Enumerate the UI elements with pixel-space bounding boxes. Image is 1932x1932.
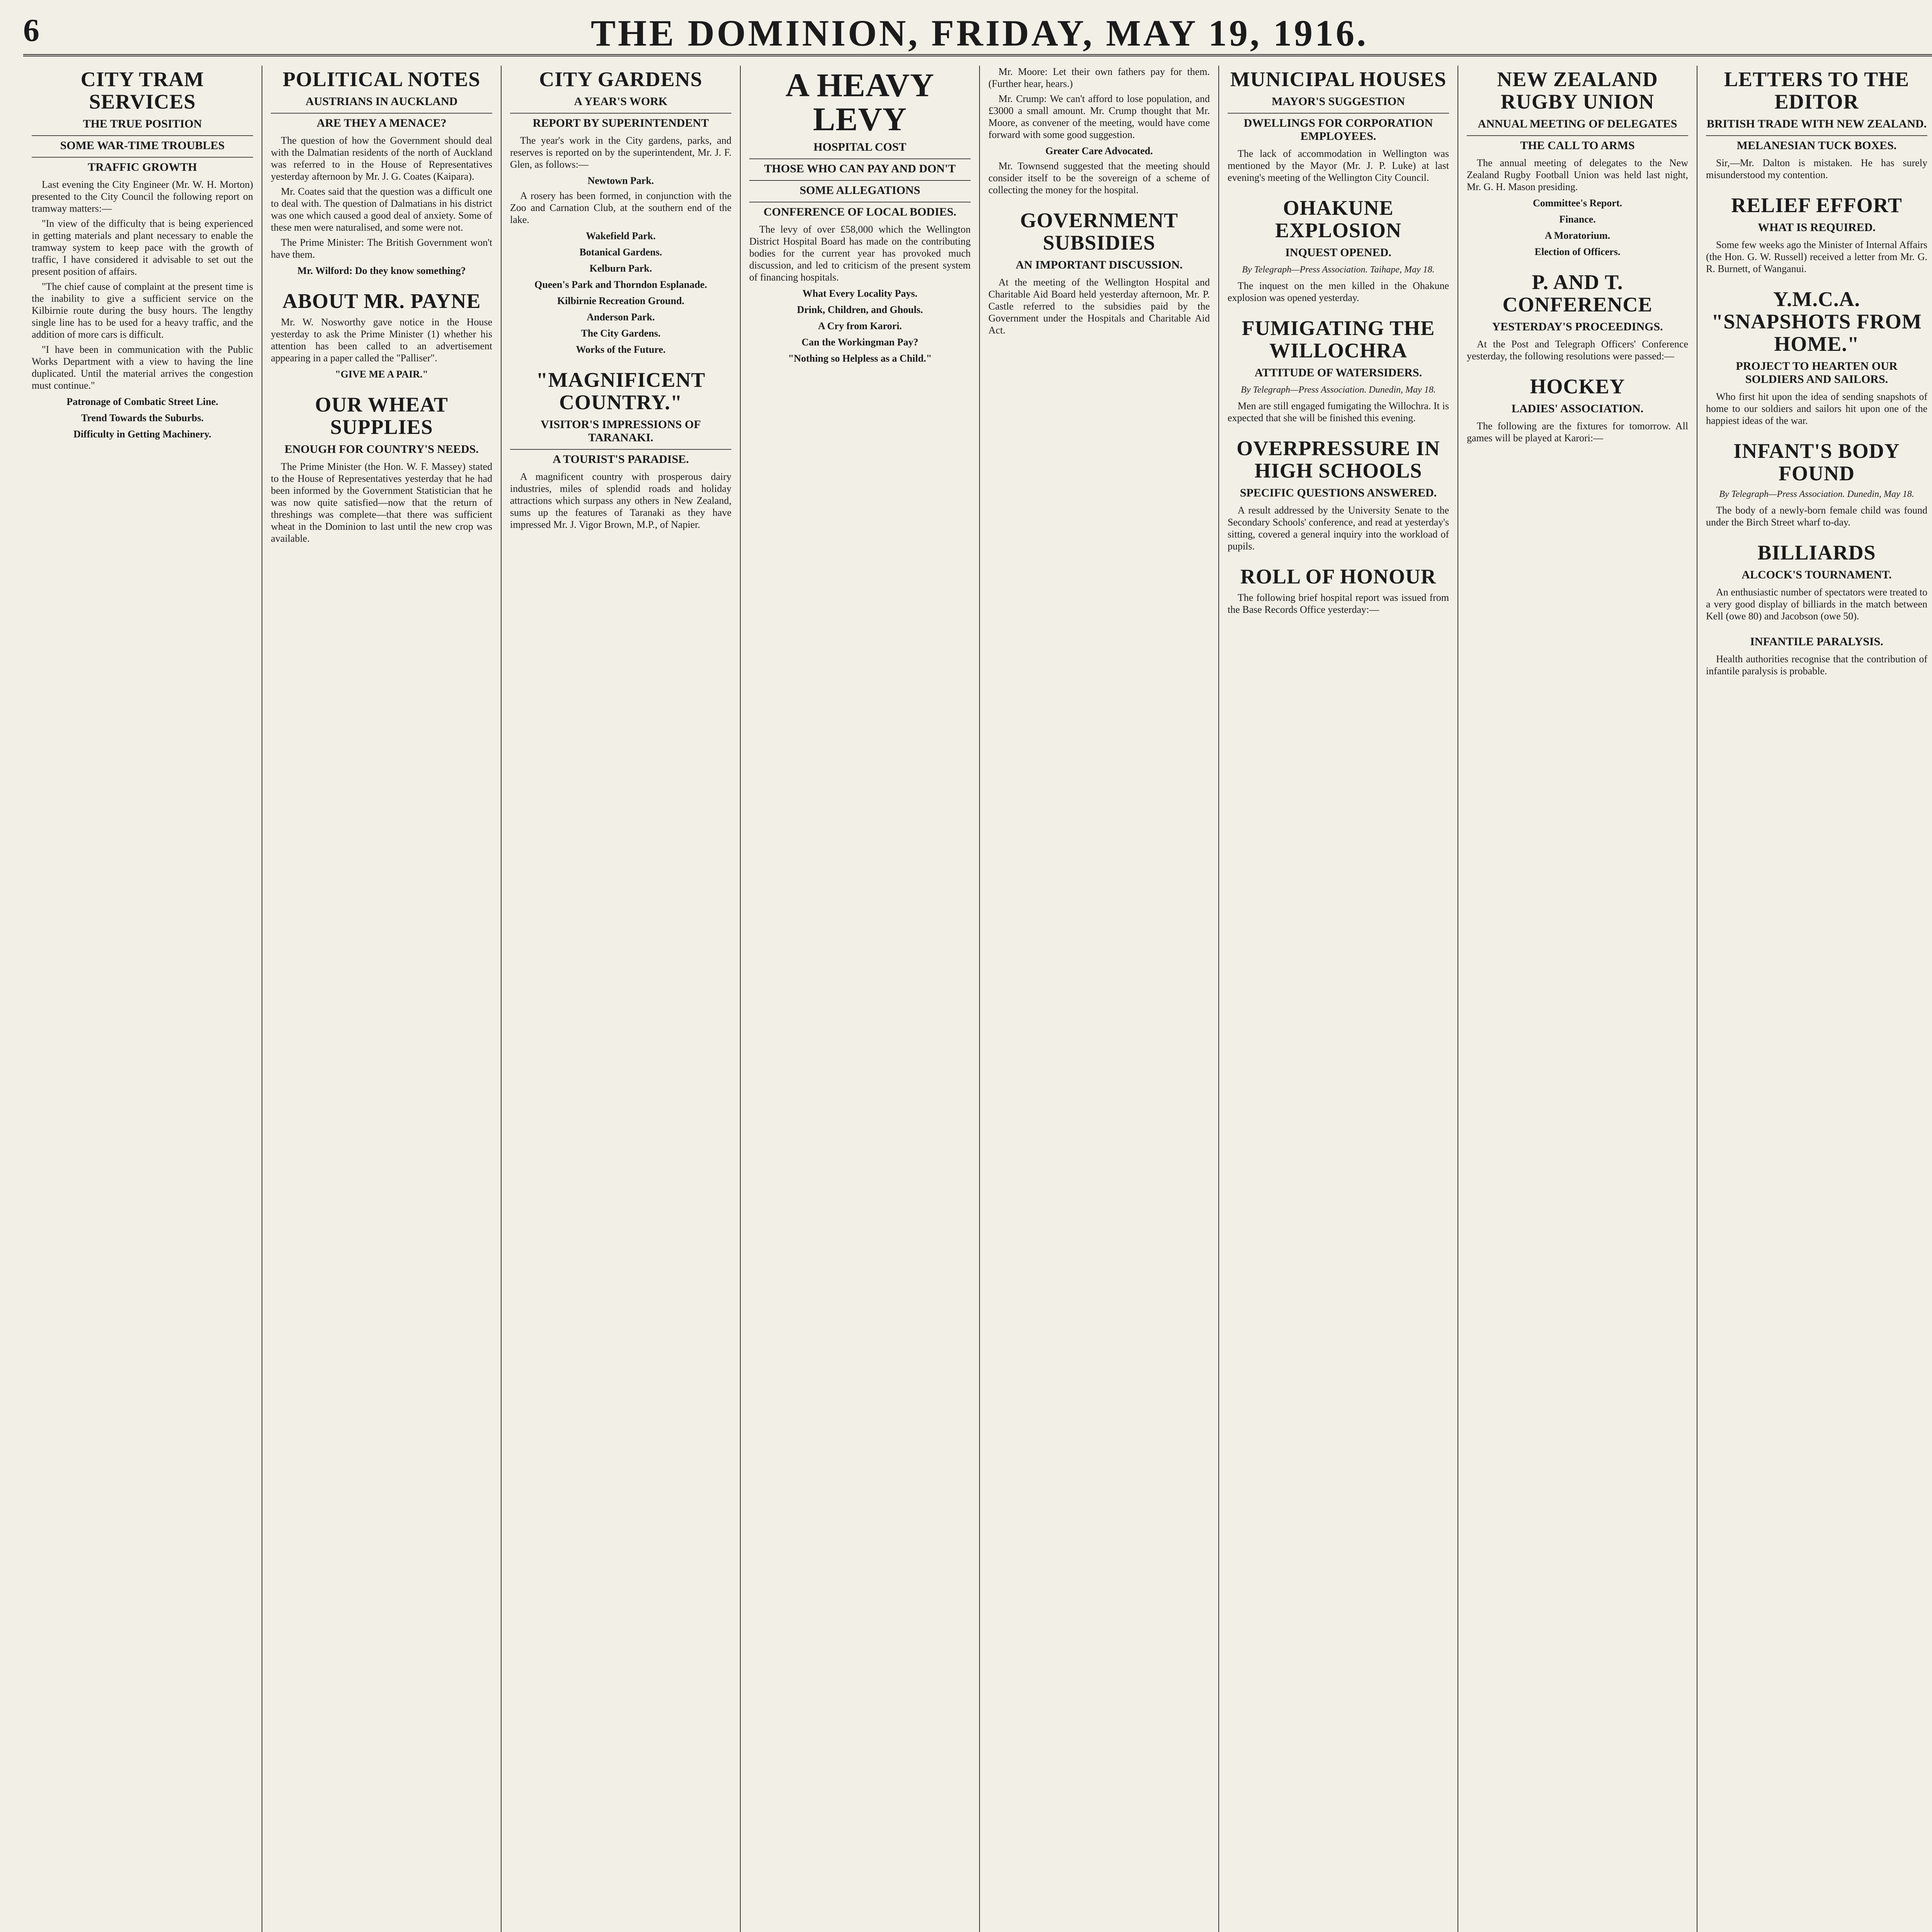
paragraph: A rosery has been formed, in conjunction with the Zoo and Carnation Club, at the southern end of the lake. [510,190,731,225]
article [1706,194,1927,275]
article-subheading: WHAT IS REQUIRED. [1758,221,1876,234]
paragraph: Mr. Coates said that the question was a difficult one to deal with. The question of Dalmatians in his district was one which caused a good deal of anxiety. Some of these men were naturalised, and some were not. [271,186,492,233]
article-subheading: THOSE WHO CAN PAY AND DON'T [749,158,971,175]
article-subheading: ARE THEY A MENACE? [271,113,492,130]
article-subheading: INFANTILE PARALYSIS. [1750,635,1883,648]
masthead [23,8,1932,56]
article-subheading: MAYOR'S SUGGESTION [1272,95,1405,108]
paragraph: The levy of over £58,000 which the Wellington District Hospital Board has made on the contributing bodies for the current year has provoked much discussion, and led to criticism of the present system of financing hospitals. [749,224,971,283]
article [1706,288,1927,427]
article-headline: POLITICAL NOTES [282,68,481,91]
article-headline: OVERPRESSURE IN HIGH SCHOOLS [1236,437,1440,482]
article-headline: ABOUT MR. PAYNE [282,289,481,313]
article [1706,68,1927,181]
article-subheading: LADIES' ASSOCIATION. [1511,402,1644,415]
article-dateline: By Telegraph—Press Association. Dunedin, May 18. [1719,489,1914,499]
article-subheading: ANNUAL MEETING OF DELEGATES [1478,117,1677,130]
paragraph: A result addressed by the University Senate to the Secondary Schools' conference, and read at yesterday's sitting, covered a general inquiry into the workload of pupils. [1228,505,1449,552]
article-subheading: A TOURIST'S PARADISE. [510,449,731,466]
article [1228,68,1449,184]
column-6 [1219,66,1458,1932]
article-subheading: DWELLINGS FOR CORPORATION EMPLOYEES. [1228,113,1449,143]
section-subhead: Queen's Park and Thorndon Esplanade. [534,279,707,290]
column-2 [262,66,502,1932]
article [1228,197,1449,304]
article [1706,541,1927,622]
section-subhead: Greater Care Advocated. [1045,145,1153,156]
paragraph: Last evening the City Engineer (Mr. W. H. Morton) presented to the City Council the following report on tramway matters:— [32,179,253,214]
section-subhead: Finance. [1559,214,1596,225]
paragraph: A magnificent country with prosperous dairy industries, miles of splendid roads and holiday attractions which surpass any others in New Zealand, sums up the features of Taranaki as they have impressed Mr. J. Vigor Brown, M.P., of Napier. [510,471,731,530]
article-headline: CITY GARDENS [539,68,702,91]
section-subhead: Botanical Gardens. [579,247,662,258]
article [988,209,1210,336]
article-subheading: THE CALL TO ARMS [1467,135,1688,152]
article-subheading: HOSPITAL COST [813,141,906,153]
paragraph: Mr. Moore: Let their own fathers pay for them. (Further hear, hears.) [988,66,1210,89]
article [510,68,731,355]
article [510,369,731,531]
article [1706,635,1927,677]
paragraph: Who first hit upon the idea of sending snapshots of home to our soldiers and sailors hit upon one of the happiest ideas of the war. [1706,391,1927,426]
paragraph: The question of how the Government should deal with the Dalmatian residents of the north of Auckland was referred to in the House of Representatives yesterday afternoon by Mr. J. G. Coates (Kaipara). [271,135,492,182]
paragraph: Sir,—Mr. Dalton is mistaken. He has surely misunderstood my contention. [1706,157,1927,180]
paragraph: Mr. W. Nosworthy gave notice in the House yesterday to ask the Prime Minister (1) whether his attention has been called to an advertisement appearing in a paper called the "Palliser". [271,316,492,364]
article-headline: INFANT'S BODY FOUND [1733,439,1900,485]
paragraph: Health authorities recognise that the contribution of infantile paralysis is probable. [1706,653,1927,677]
article-headline: LETTERS TO THE EDITOR [1724,68,1910,113]
article [1467,271,1688,362]
section-subhead: Anderson Park. [587,311,655,323]
paragraph: The inquest on the men killed in the Ohakune explosion was opened yesterday. [1228,280,1449,303]
paragraph: "I have been in communication with the Public Works Department with a view to having the line duplicated. Until the material arrives the congestion must continue." [32,344,253,391]
article-headline: Y.M.C.A. "SNAPSHOTS FROM HOME." [1711,287,1922,355]
section-subhead: Wakefield Park. [586,230,656,242]
article [1706,440,1927,528]
article-dateline: By Telegraph—Press Association. Dunedin, May 18. [1241,385,1436,395]
section-subhead: Mr. Wilford: Do they know something? [297,265,466,276]
article [32,68,253,440]
paragraph: The Prime Minister: The British Government won't have them. [271,237,492,260]
article-headline: P. AND T. CONFERENCE [1502,270,1653,316]
article-subheading: CONFERENCE OF LOCAL BODIES. [749,202,971,219]
paragraph: "The chief cause of complaint at the present time is the inability to give a sufficient service on the Kilbirnie route during the busy hours. The lengthy single line has to be used for a heavy traffic, and the addition of more cars is difficult. [32,281,253,340]
section-subhead: "Nothing so Helpless as a Child." [788,353,932,364]
section-subhead: Newtown Park. [587,175,654,186]
article-headline: HOCKEY [1530,375,1625,398]
paragraph: "In view of the difficulty that is being experienced in getting materials and plant necessary to enable the tramway system to keep pace with the growth of traffic, I have considered it advisable to set out the present position of affairs. [32,218,253,277]
paragraph: The annual meeting of delegates to the New Zealand Rugby Football Union was held last night, Mr. G. H. Mason presiding. [1467,157,1688,192]
article-subheading: INQUEST OPENED. [1285,246,1391,259]
section-subhead: "GIVE ME A PAIR." [335,369,428,380]
article-headline: OHAKUNE EXPLOSION [1275,196,1402,242]
section-subhead: Committee's Report. [1532,197,1622,209]
paragraph: Mr. Crump: We can't afford to lose population, and £3000 a small amount. Mr. Crump thought that Mr. Moore, as convener of the meeting, would have come forward with some good suggestion. [988,93,1210,140]
paragraph: The body of a newly-born female child was found under the Birch Street wharf to-day. [1706,505,1927,528]
article-headline: MUNICIPAL HOUSES [1230,68,1447,91]
section-subhead: Difficulty in Getting Machinery. [73,429,211,440]
section-subhead: Election of Officers. [1534,246,1621,257]
article-subheading: ALCOCK'S TOURNAMENT. [1742,568,1892,581]
paragraph: The lack of accommodation in Wellington was mentioned by the Mayor (Mr. J. P. Luke) at last evening's meeting of the Wellington City Council. [1228,148,1449,183]
column-8 [1697,66,1932,1932]
article [988,66,1210,196]
article-headline: RELIEF EFFORT [1731,194,1902,217]
column-1 [23,66,262,1932]
article [1467,68,1688,258]
section-subhead: Can the Workingman Pay? [801,337,918,348]
article-subheading: SOME ALLEGATIONS [749,180,971,197]
article [1467,375,1688,444]
article [1228,317,1449,424]
page-number: 6 [23,12,39,48]
section-subhead: Kelburn Park. [589,263,652,274]
article [749,68,971,364]
column-7 [1458,66,1697,1932]
article-subheading: REPORT BY SUPERINTENDENT [510,113,731,130]
article-headline: "MAGNIFICENT COUNTRY." [536,368,706,414]
article [1228,437,1449,552]
article-subheading: ENOUGH FOR COUNTRY'S NEEDS. [284,443,479,456]
article [271,290,492,380]
article-subheading: SPECIFIC QUESTIONS ANSWERED. [1240,486,1437,499]
section-subhead: A Cry from Karori. [818,320,902,332]
article [271,68,492,277]
paragraph: The Prime Minister (the Hon. W. F. Massey) stated to the House of Representatives yesterday that he had been informed by the Government Statistician that he was now quite satisfied—now that the return of threshings was complete—that there was sufficient wheat in the Dominion to last until the new crop was available. [271,461,492,544]
article-headline: CITY TRAM SERVICES [80,68,204,113]
article-headline: GOVERNMENT SUBSIDIES [1020,209,1178,254]
article-subheading: MELANESIAN TUCK BOXES. [1706,135,1927,152]
section-subhead: Trend Towards the Suburbs. [81,412,204,423]
article-subheading: BRITISH TRADE WITH NEW ZEALAND. [1706,117,1927,130]
article-subheading: A YEAR'S WORK [574,95,668,108]
column-3 [502,66,741,1932]
article-subheading: YESTERDAY'S PROCEEDINGS. [1492,320,1663,333]
section-subhead: Drink, Children, and Ghouls. [797,304,923,315]
article-subheading: ATTITUDE OF WATERSIDERS. [1254,366,1422,379]
column-5 [980,66,1219,1932]
article [1228,565,1449,616]
article-subheading: PROJECT TO HEARTEN OUR SOLDIERS AND SAILORS. [1736,360,1898,386]
section-subhead: Kilbirnie Recreation Ground. [557,295,685,306]
article-headline: A HEAVY LEVY [785,66,935,138]
article-headline: BILLIARDS [1757,541,1876,564]
article-subheading: VISITOR'S IMPRESSIONS OF TARANAKI. [541,418,701,444]
section-subhead: The City Gardens. [581,328,661,339]
article-headline: FUMIGATING THE WILLOCHRA [1242,316,1435,362]
article-headline: ROLL OF HONOUR [1240,565,1437,588]
article-headline: NEW ZEALAND RUGBY UNION [1497,68,1658,113]
article-dateline: By Telegraph—Press Association. Taihape, May 18. [1242,265,1435,275]
section-subhead: A Moratorium. [1545,230,1610,241]
section-subhead: What Every Locality Pays. [802,288,918,299]
paragraph: At the meeting of the Wellington Hospital and Charitable Aid Board held yesterday afternoon, Mr. P. Castle referred to the subsidies paid by the Government under the Hospitals and Charitable Aid Act. [988,277,1210,336]
paragraph: The following are the fixtures for tomorrow. All games will be played at Karori:— [1467,420,1688,444]
section-subhead: Patronage of Combatic Street Line. [66,396,218,407]
paragraph: An enthusiastic number of spectators were treated to a very good display of billiards in the match between Kell (owe 80) and Jacobson (owe 50). [1706,587,1927,622]
section-subhead: Works of the Future. [576,344,666,355]
columns [23,66,1932,1932]
paper-title: THE DOMINION, FRIDAY, MAY 19, 1916. [591,12,1368,54]
paragraph: The following brief hospital report was issued from the Base Records Office yesterday:— [1228,592,1449,615]
paragraph: Some few weeks ago the Minister of Internal Affairs (the Hon. G. W. Russell) received a letter from Mr. G. R. Burnett, of Wanganui. [1706,239,1927,274]
column-4 [741,66,980,1932]
paragraph: At the Post and Telegraph Officers' Conference yesterday, the following resolutions were passed:— [1467,338,1688,362]
article [271,393,492,544]
paragraph: Mr. Townsend suggested that the meeting should consider itself to be the sovereign of a scheme of collecting the money for the hospital. [988,160,1210,196]
article-subheading: THE TRUE POSITION [83,117,202,130]
article-subheading: AUSTRIANS IN AUCKLAND [305,95,458,108]
paragraph: The year's work in the City gardens, parks, and reserves is reported on by the superintendent, Mr. J. F. Glen, as follows:— [510,135,731,170]
article-subheading: SOME WAR-TIME TROUBLES [32,135,253,152]
article-subheading: TRAFFIC GROWTH [32,157,253,174]
article-subheading: AN IMPORTANT DISCUSSION. [1015,259,1183,271]
paragraph: Men are still engaged fumigating the Willochra. It is expected that she will be finished this evening. [1228,400,1449,423]
article-headline: OUR WHEAT SUPPLIES [315,393,448,439]
